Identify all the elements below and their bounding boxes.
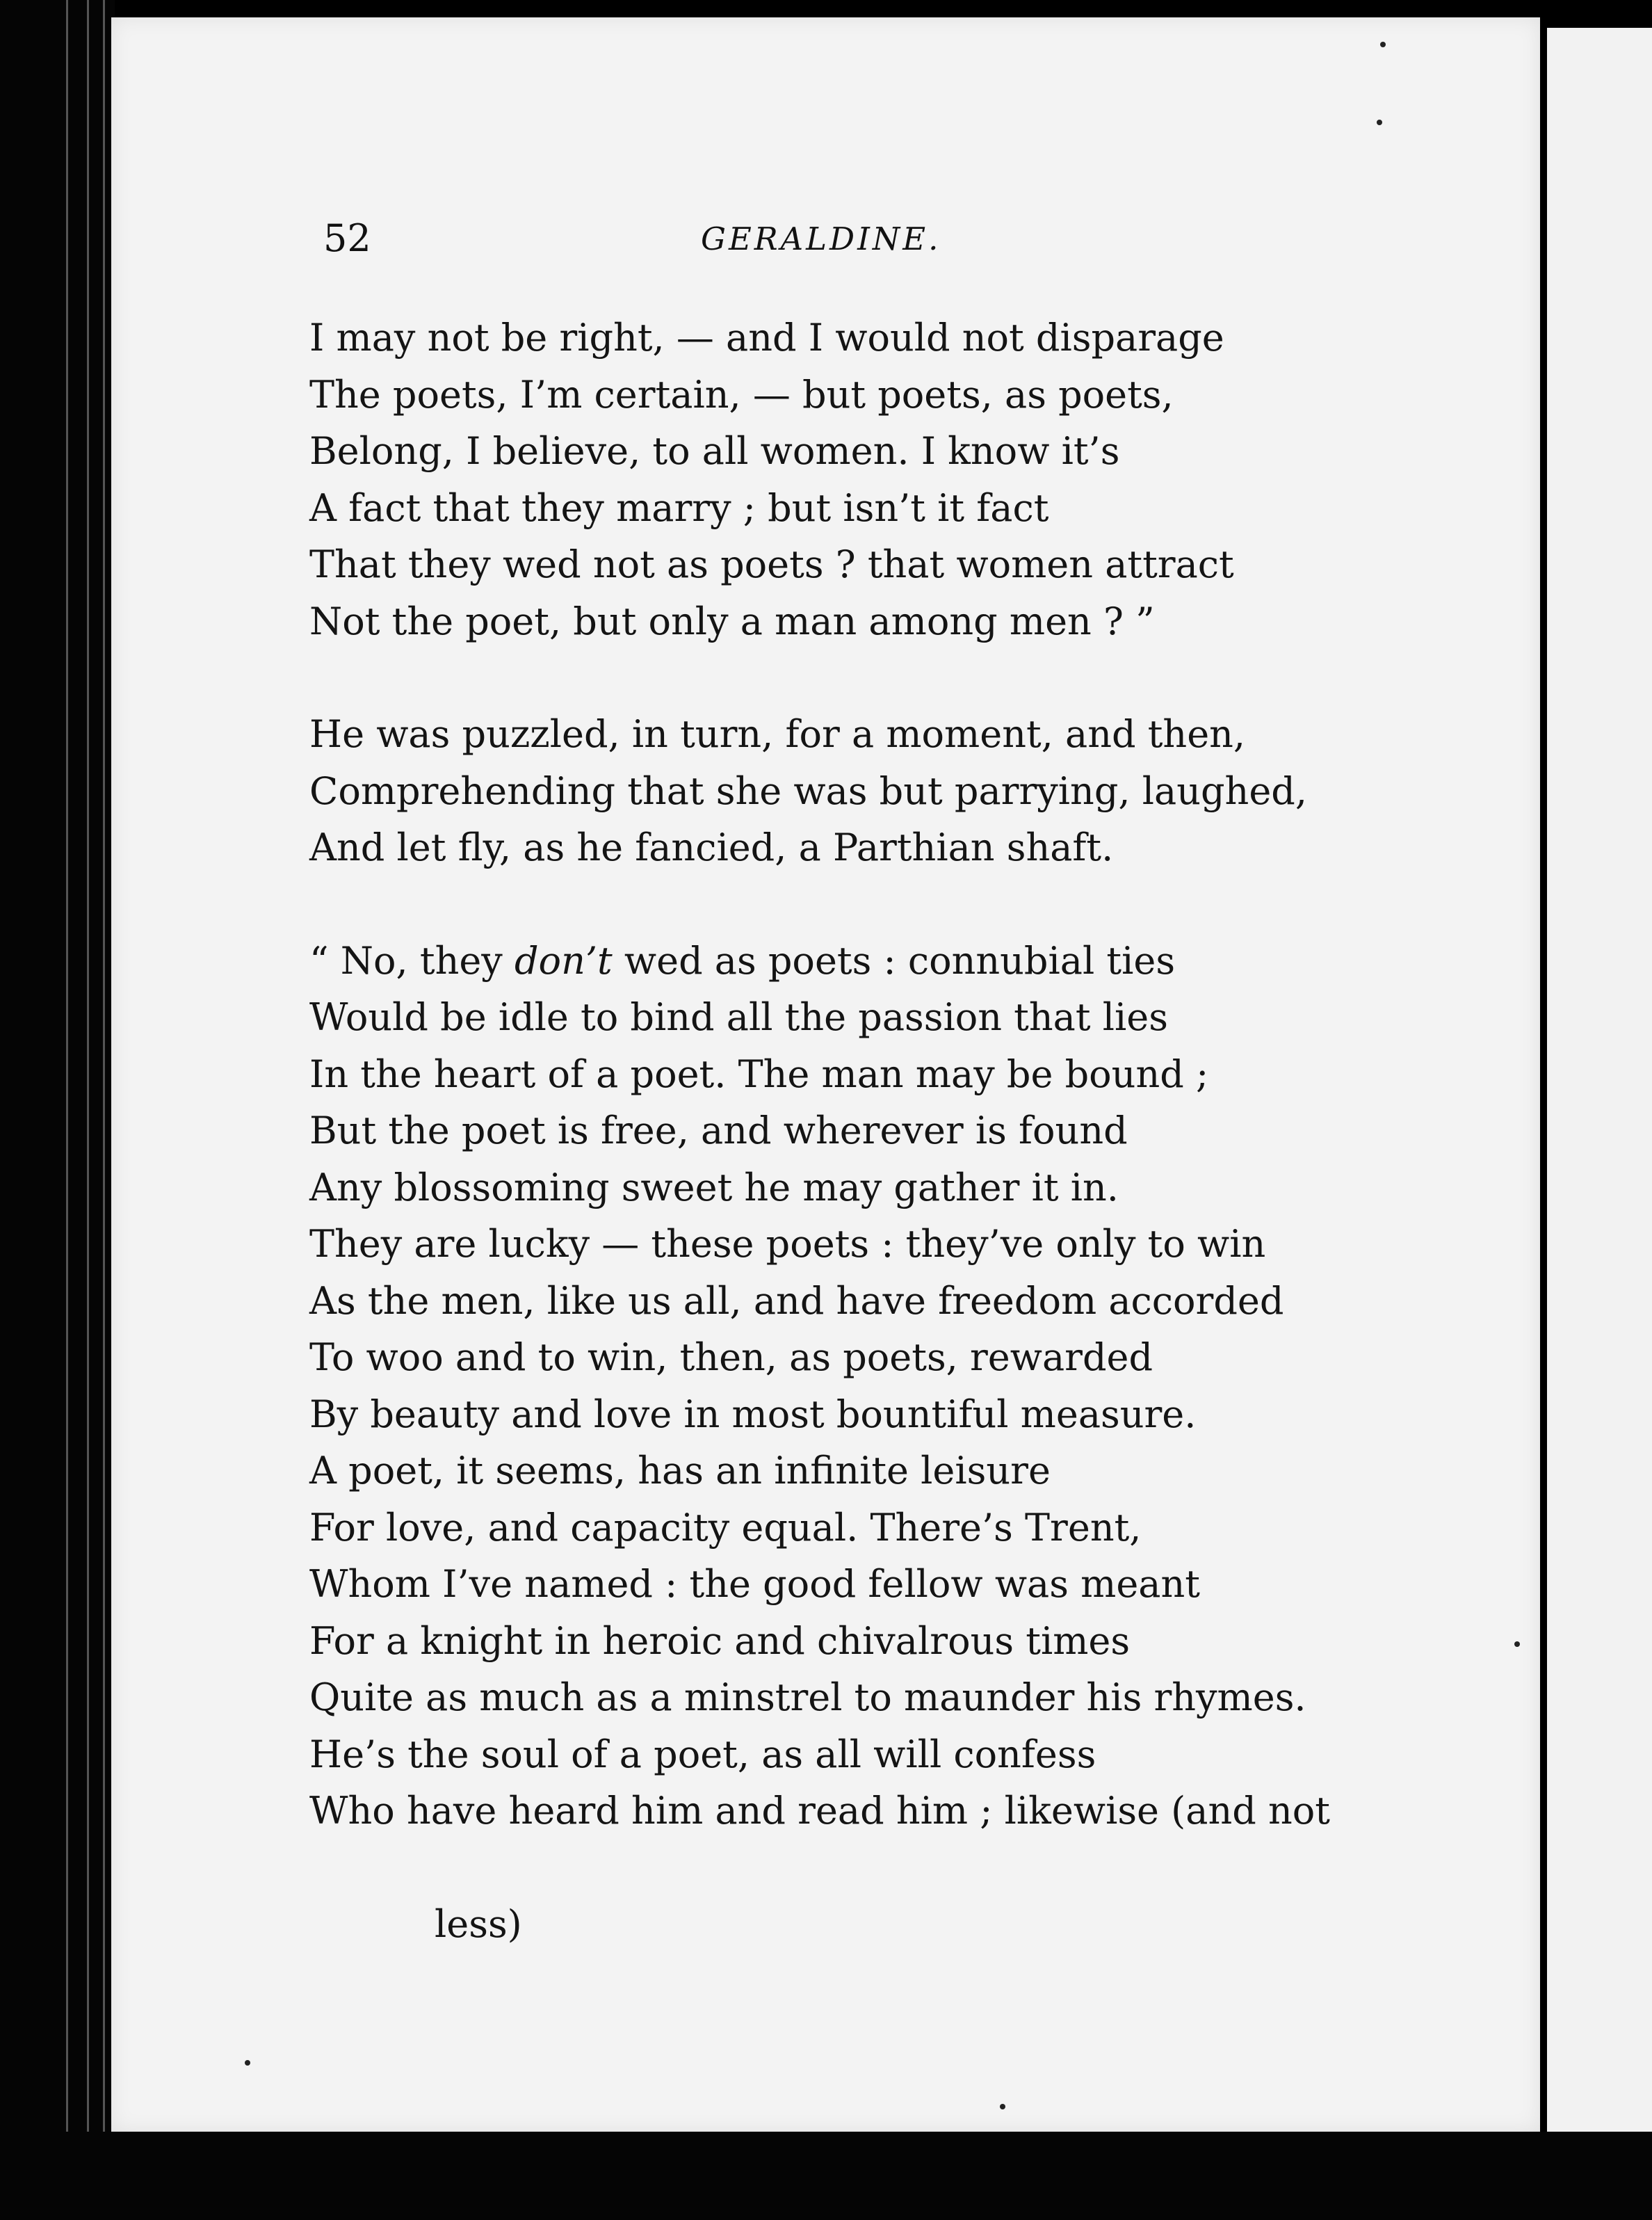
binding-line (87, 0, 89, 2220)
verse-line (309, 933, 1394, 990)
verse-line: By beauty and love in most bountiful measure. (309, 1392, 1197, 1436)
stanza (309, 933, 1394, 1953)
emphasized-word: don’t (514, 938, 613, 983)
scan-speck (1377, 120, 1382, 125)
verse-line: To woo and to win, then, as poets, rewarded (309, 1335, 1153, 1379)
verse-line: The poets, I’m certain, — but poets, as poets, (309, 372, 1174, 417)
verse-line: Comprehending that she was but parrying, laughed, (309, 769, 1308, 813)
binding-line (103, 0, 105, 2220)
verse-line: Any blossoming sweet he may gather it in. (309, 1165, 1119, 1209)
verse-line (309, 1840, 1394, 1897)
verse-line: Belong, I believe, to all women. I know it’s (309, 429, 1120, 473)
verse-line: I may not be right, — and I would not disparage (309, 316, 1224, 360)
verse-line: Who have heard him and read him ; likewise (and not (309, 1789, 1330, 1833)
page-number: 52 (323, 216, 371, 260)
scan-background (0, 2132, 1652, 2220)
verse-line-text: wed as poets : connubial ties (612, 938, 1176, 983)
binding-line (66, 0, 68, 2220)
verse-line: As the men, like us all, and have freedom accorded (309, 1278, 1284, 1323)
verse-line: In the heart of a poet. The man may be bound ; (309, 1052, 1209, 1096)
book-binding-edge (0, 0, 115, 2220)
scan-speck (1514, 1641, 1520, 1647)
verse-line: For a knight in heroic and chivalrous times (309, 1618, 1131, 1663)
adjacent-page-edge (1547, 28, 1652, 2132)
verse-line: For love, and capacity equal. There’s Trent, (309, 1505, 1142, 1550)
verse-line: He’s the soul of a poet, as all will confess (309, 1732, 1096, 1776)
verse-line-continuation: less) (435, 1902, 522, 1946)
scan-speck (1380, 42, 1386, 47)
verse-line: They are lucky — these poets : they’ve only to win (309, 1222, 1266, 1266)
verse-line: A poet, it seems, has an infinite leisure (309, 1449, 1051, 1493)
stanza (309, 309, 1394, 650)
running-head: GERALDINE. (701, 220, 941, 257)
verse-line: Whom I’ve named : the good fellow was meant (309, 1562, 1200, 1606)
page-header (323, 214, 1505, 270)
verse-line: And let fly, as he fancied, a Parthian shaft. (309, 826, 1114, 869)
verse-line: Would be idle to bind all the passion that lies (309, 995, 1168, 1039)
stanza (309, 706, 1394, 876)
verse-line-text: “ No, they (309, 938, 515, 983)
poem-text (309, 309, 1394, 2009)
verse-line: But the poet is free, and wherever is found (309, 1109, 1128, 1152)
verse-line: He was puzzled, in turn, for a moment, and then, (309, 712, 1246, 756)
verse-line: A fact that they marry ; but isn’t it fact (309, 485, 1049, 530)
verse-line: Quite as much as a minstrel to maunder his rhymes. (309, 1675, 1306, 1719)
verse-line: Not the poet, but only a man among men ? ” (309, 599, 1155, 643)
scan-speck (1000, 2104, 1005, 2109)
scan-speck (245, 2060, 250, 2066)
verse-line: That they wed not as poets ? that women attract (309, 542, 1234, 586)
